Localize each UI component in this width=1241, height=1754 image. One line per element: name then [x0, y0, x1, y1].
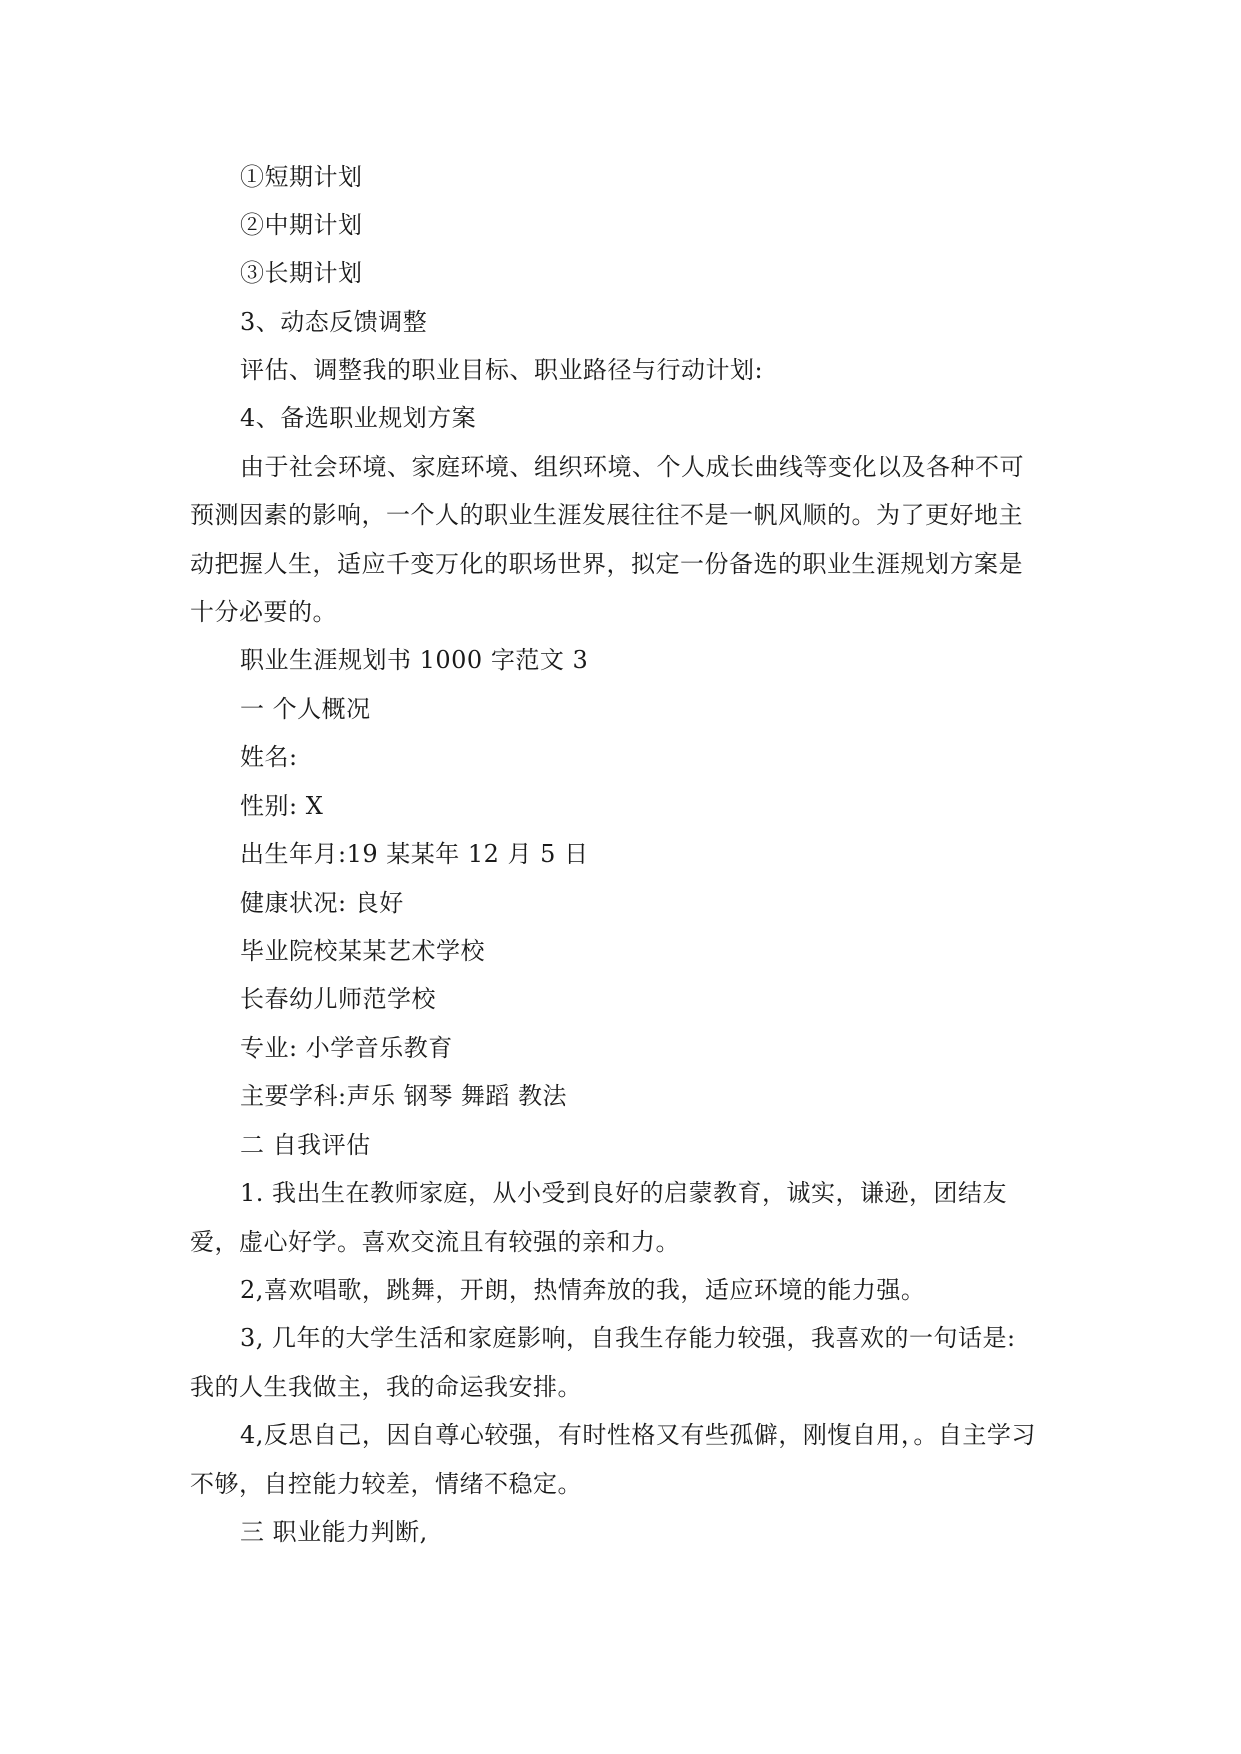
paragraph-line: 我的人生我做主，我的命运我安排。 — [190, 1373, 582, 1401]
paragraph-line: 1. 我出生在教师家庭，从小受到良好的启蒙教育，诚实，谦逊，团结友 — [240, 1179, 1008, 1207]
school-field: 毕业院校某某艺术学校 — [240, 937, 485, 965]
section-heading-feedback: 3、动态反馈调整 — [240, 308, 428, 336]
section-heading-alternative: 4、备选职业规划方案 — [240, 404, 477, 432]
health-field: 健康状况: 良好 — [240, 889, 404, 917]
short-term-plan-item: ①短期计划 — [240, 163, 363, 191]
paragraph-line: 爱，虚心好学。喜欢交流且有较强的亲和力。 — [190, 1228, 680, 1256]
mid-term-plan-item: ②中期计划 — [240, 211, 363, 239]
paragraph-line: 由于社会环境、家庭环境、组织环境、个人成长曲线等变化以及各种不可 — [240, 453, 1024, 481]
major-field: 专业: 小学音乐教育 — [240, 1034, 453, 1062]
section-heading-self-assessment: 二 自我评估 — [240, 1131, 371, 1159]
paragraph-line: 不够，自控能力较差，情绪不稳定。 — [190, 1470, 582, 1498]
paragraph-line: 评估、调整我的职业目标、职业路径与行动计划: — [240, 356, 764, 384]
paragraph-line: 2,喜欢唱歌，跳舞，开朗，热情奔放的我，适应环境的能力强。 — [240, 1276, 926, 1304]
birthdate-field: 出生年月:19 某某年 12 月 5 日 — [240, 840, 589, 868]
school-field-2: 长春幼儿师范学校 — [240, 985, 436, 1013]
section-heading-ability: 三 职业能力判断, — [240, 1518, 428, 1546]
paragraph-line: 动把握人生，适应千变万化的职场世界，拟定一份备选的职业生涯规划方案是 — [190, 550, 1023, 578]
paragraph-line: 预测因素的影响，一个人的职业生涯发展往往不是一帆风顺的。为了更好地主 — [190, 501, 1023, 529]
long-term-plan-item: ③长期计划 — [240, 259, 363, 287]
subjects-field: 主要学科:声乐 钢琴 舞蹈 教法 — [240, 1082, 567, 1110]
document-subtitle: 职业生涯规划书 1000 字范文 3 — [240, 646, 589, 674]
paragraph-line: 3, 几年的大学生活和家庭影响，自我生存能力较强，我喜欢的一句话是: — [240, 1324, 1016, 1352]
section-heading-profile: 一 个人概况 — [240, 695, 371, 723]
gender-field: 性别: X — [240, 792, 324, 820]
name-field: 姓名: — [240, 743, 298, 771]
paragraph-line: 4,反思自己，因自尊心较强，有时性格又有些孤僻，刚愎自用，。自主学习 — [240, 1421, 1036, 1449]
paragraph-line: 十分必要的。 — [190, 598, 337, 626]
